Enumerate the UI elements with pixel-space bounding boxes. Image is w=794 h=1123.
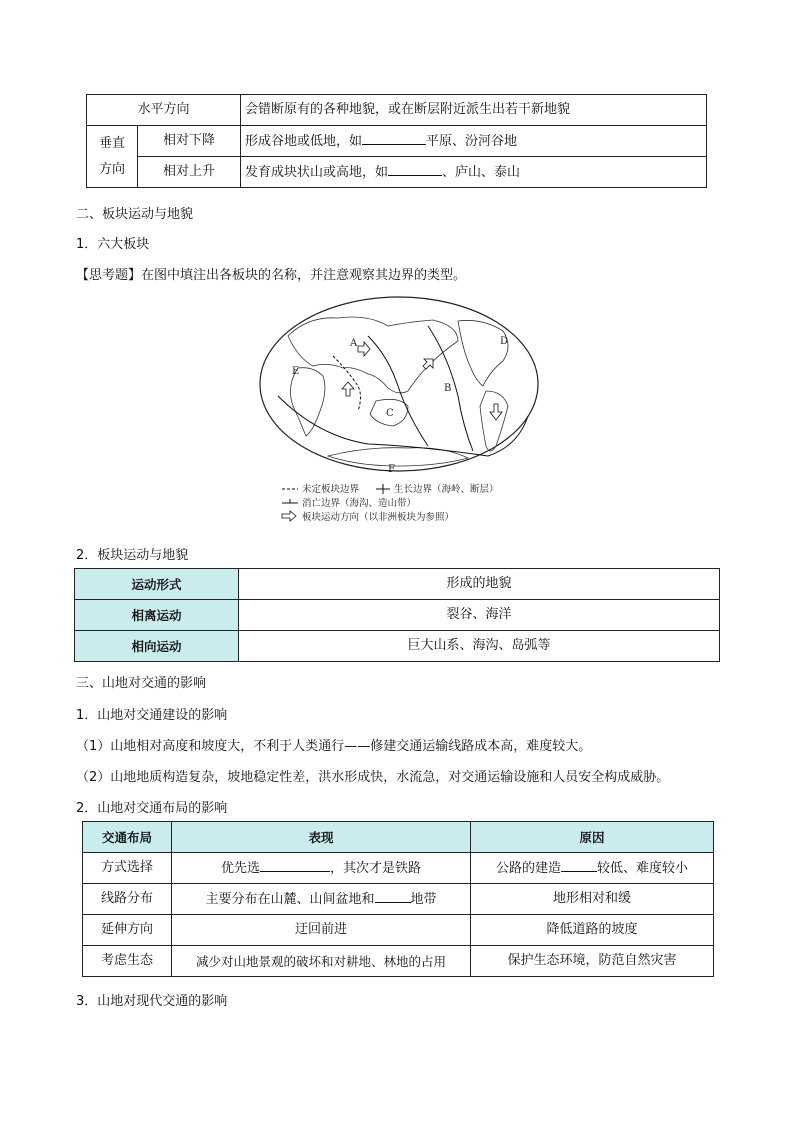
fill-blank[interactable] xyxy=(260,859,330,872)
table-cell: 公路的建造 较低、难度较小 xyxy=(471,853,714,884)
table-header: 交通布局 xyxy=(83,822,172,853)
plate-label-b: B xyxy=(444,383,452,394)
section3-item1: 1．山地对交通建设的影响 xyxy=(76,708,228,723)
table-header: 表现 xyxy=(172,822,471,853)
plate-label-f: F xyxy=(388,464,395,475)
table-cell: 迂回前进 xyxy=(172,915,471,946)
plate-label-c: C xyxy=(386,408,394,419)
table-cell: 裂谷、海洋 xyxy=(239,600,720,631)
table-row xyxy=(75,569,720,600)
table-cell: 相离运动 xyxy=(75,600,239,631)
table-cell: 相向运动 xyxy=(75,631,239,662)
table-cell: 保护生态环境，防范自然灾害 xyxy=(471,946,714,977)
table-cell: 线路分布 xyxy=(83,884,172,915)
horizontal-label: 水平方向 xyxy=(87,95,241,126)
table-header: 运动形式 xyxy=(75,569,239,600)
question-text: 在图中填注出各板块的名称，并注意观察其边界的类型。 xyxy=(141,268,467,283)
table-row xyxy=(83,915,714,946)
plate-map-svg xyxy=(258,296,540,532)
section2-title: 二、板块运动与地貌 xyxy=(76,207,194,222)
table-row xyxy=(83,822,714,853)
section3-item3: 3．山地对现代交通的影响 xyxy=(76,994,228,1009)
section2-item2: 2．板块运动与地貌 xyxy=(76,548,189,563)
question-line xyxy=(76,264,466,283)
table-row xyxy=(87,157,707,188)
fill-blank[interactable] xyxy=(388,163,442,176)
vertical-label: 垂直 方向 xyxy=(87,126,138,188)
transport-layout-table xyxy=(82,821,714,977)
fill-blank[interactable] xyxy=(561,859,597,872)
fault-landform-table xyxy=(86,94,707,188)
table-cell: 延伸方向 xyxy=(83,915,172,946)
table-cell: 降低道路的坡度 xyxy=(471,915,714,946)
up-desc: 发育成块状山或高地，如 、庐山、泰山 xyxy=(241,157,707,188)
section2-item1: 1．六大板块 xyxy=(76,237,150,252)
table-cell: 方式选择 xyxy=(83,853,172,884)
plate-map xyxy=(258,296,540,532)
down-desc: 形成谷地或低地，如 平原、汾河谷地 xyxy=(241,126,707,157)
legend-motion: 板块运动方向（以非洲板块为参照） xyxy=(302,512,455,523)
plate-label-d: D xyxy=(500,336,509,347)
table-header: 原因 xyxy=(471,822,714,853)
section3-title: 三、山地对交通的影响 xyxy=(76,676,207,691)
table-row xyxy=(83,884,714,915)
section3-para1: （1）山地相对高度和坡度大，不利于人类通行——修建交通运输线路成本高，难度较大。 xyxy=(76,739,592,754)
table-row xyxy=(83,946,714,977)
table-header: 形成的地貌 xyxy=(239,569,720,600)
table-row xyxy=(75,631,720,662)
plate-label-e: E xyxy=(292,366,300,377)
up-label: 相对上升 xyxy=(138,157,241,188)
legend-uncertain: 未定板块边界 xyxy=(302,484,360,495)
table-cell: 主要分布在山麓、山间盆地和 地带 xyxy=(172,884,471,915)
fill-blank[interactable] xyxy=(375,890,411,903)
section3-para2: （2）山地地质构造复杂，坡地稳定性差，洪水形成快，水流急，对交通运输设施和人员安全构成威胁。 xyxy=(76,770,670,785)
legend-arrow-icon xyxy=(282,511,296,521)
down-label: 相对下降 xyxy=(138,126,241,157)
question-tag: 【思考题】 xyxy=(76,268,142,283)
plate-motion-table xyxy=(74,568,720,662)
table-row xyxy=(87,95,707,126)
table-cell: 减少对山地景观的破坏和对耕地、林地的占用 xyxy=(172,946,471,977)
table-row xyxy=(83,853,714,884)
table-cell: 地形相对和缓 xyxy=(471,884,714,915)
table-cell: 优先选 ，其次才是铁路 xyxy=(172,853,471,884)
section3-item2: 2．山地对交通布局的影响 xyxy=(76,801,228,816)
table-cell: 巨大山系、海沟、岛弧等 xyxy=(239,631,720,662)
legend-subduction: 消亡边界（海沟、造山带） xyxy=(302,498,417,509)
table-row xyxy=(87,126,707,157)
fill-blank[interactable] xyxy=(362,132,426,145)
horizontal-desc: 会错断原有的各种地貌，或在断层附近派生出若干新地貌 xyxy=(241,95,707,126)
table-cell: 考虑生态 xyxy=(83,946,172,977)
legend-spreading: 生长边界（海岭、断层） xyxy=(394,484,499,495)
plate-label-a: A xyxy=(350,338,358,349)
table-row xyxy=(75,600,720,631)
